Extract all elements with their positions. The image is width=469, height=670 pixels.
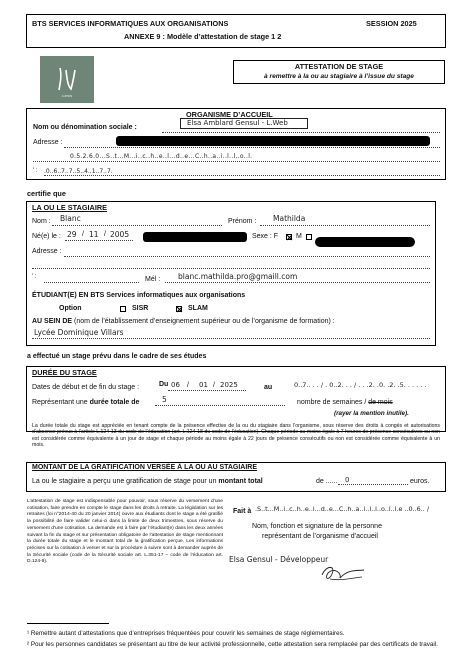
legal-text: L’attestation de stage est indispensable pour pouvoir, sous réserve du versement d’une cotisation, faire prendre en compte le stage dans les droits à retraite. La législation sur les retraites (loi n°2014-40 du 20 janvier 2014) ouvre aux étudiants dont le stage a été gratifié la possibilité de faire valider celui-ci dans la limite de deux trimestres, sous réserve du versement d’une cotisation. La demande est à faire par l’étudiant(e) dans les deux années suivant la fin du stage et sur présentation obligatoire de l’attestation de stage mentionnant la durée totale du stage et le montant total de la gratification perçue. Les informations précises sur la cotisation à verser et sur la procédure à suivre sont à demander auprès de la Sécurité sociale (code de la Sécurité sociale art. L.351-17 – code de l’éducation art. D.124-9). bbox=[27, 499, 223, 565]
signature-caption-1: Nom, fonction et signature de la personne bbox=[252, 523, 382, 530]
sisr-label: SISR bbox=[132, 305, 149, 312]
start-month: 01 bbox=[199, 381, 208, 389]
duree-heading: DURÉE DU STAGE bbox=[32, 368, 97, 377]
gratification-bold: montant total bbox=[218, 478, 263, 485]
stagiaire-mel-label: Mél : bbox=[145, 276, 161, 283]
gratification-unit: euros. bbox=[410, 478, 430, 485]
attestation-subtitle: à remettre à la ou au stagiaire à l’issue du stage bbox=[264, 73, 414, 80]
stagiaire-prenom-value: Mathilda bbox=[273, 214, 306, 223]
organisme-name-label: Nom ou dénomination sociale : bbox=[33, 124, 137, 131]
signature-scribble-icon bbox=[318, 561, 368, 587]
header-annex: ANNEXE 9 : Modèle d’attestation de stage 1 2 bbox=[124, 32, 282, 41]
organisme-phone-label: ' : bbox=[33, 168, 38, 174]
footnote-1: ¹ Remettre autant d’attestations que d’entreprises fréquentées pour couvrir les semaines de stage réglementaires. bbox=[27, 630, 345, 637]
stagiaire-nom-value: Blanc bbox=[60, 214, 81, 223]
stagiaire-redaction-2 bbox=[315, 237, 415, 247]
duree-paragraph: La durée totale du stage est appréciée en tenant compte de la présence effective de la ou du stagiaire dans l’organisme, sous réserve des droits à congés et autorisations d’absence prévus à l’article L.124-13 du code de l’éducation (art. L.124-18 du code de l’éducation). Chaque période au moins égale à 7 heures de présence consécutives ou non est considérée comme équivalente à un jour de stage et chaque période au moins égale à 22 jours de présence consécutifs ou non est considérée comme équivalente à un mois. bbox=[32, 423, 440, 448]
checkbox-sexe-f[interactable] bbox=[286, 234, 292, 240]
organisme-address-line: 0.5.2.6.0...S..t...M...i..c..h..e..l...d..e...C..h..a..i..l..l..o..l. bbox=[70, 153, 253, 160]
sein-label: AU SEIN DE bbox=[32, 318, 73, 325]
start-year: 2025 bbox=[220, 381, 238, 389]
header-session: SESSION 2025 bbox=[366, 19, 417, 28]
weeks-strike: de mois bbox=[368, 399, 393, 406]
fait-value: .S..t...M..i..c..h..e..l...d..e...C..h..a..i..l..l..o..l..l.e ..0..6.. / bbox=[255, 505, 429, 513]
gratification-label: La ou le stagiaire a perçu une gratification de stage pour un bbox=[32, 478, 217, 485]
stagiaire-tel-label: ' : bbox=[32, 274, 37, 280]
sexe-label: Sexe : F bbox=[252, 233, 279, 240]
organisme-phone-value: .0..6..7..7..5..4..1..7..7. bbox=[44, 168, 113, 175]
checkbox-sexe-m[interactable] bbox=[306, 234, 312, 240]
gratification-line bbox=[32, 478, 263, 485]
start-day: 06 bbox=[171, 381, 180, 389]
stage-intro: a effectué un stage prévu dans le cadre de ses études bbox=[27, 353, 207, 360]
au-label: au bbox=[264, 384, 273, 391]
header-title: BTS SERVICES INFORMATIQUES AUX ORGANISATIONS bbox=[32, 19, 229, 28]
signature-caption-2: représentant de l’organisme d’accueil bbox=[262, 533, 378, 540]
signatory-name: Elsa Gensul - Développeur bbox=[229, 555, 329, 564]
weeks-line bbox=[297, 399, 393, 406]
total-label: Représentant une bbox=[32, 399, 88, 406]
gratification-heading: MONTANT DE LA GRATIFICATION VERSÉE À LA OU AU STAGIAIRE bbox=[32, 464, 258, 471]
footnote-2: ² Pour les personnes candidates se présentant au titre de leur activité professionnelle, cette attestation sera remplacée par des certificats de travail. bbox=[27, 641, 438, 648]
checkbox-slam[interactable] bbox=[176, 306, 182, 312]
end-date: 0..7.. . . / . 0..2. . . / . . .2. .0. .2. .5. . . . . . bbox=[294, 381, 427, 389]
certifie-label: certifie que bbox=[27, 189, 66, 198]
weeks-label: nombre de semaines / bbox=[297, 399, 369, 406]
checkbox-sisr[interactable] bbox=[120, 306, 126, 312]
stagiaire-mel-value: blanc.mathilda.pro@gmaill.com bbox=[178, 272, 298, 281]
organisme-address-redaction bbox=[116, 136, 430, 146]
logo-text: Lumos bbox=[61, 94, 73, 98]
total-bold: durée totale de bbox=[89, 399, 140, 406]
birth-year: 2005 bbox=[110, 230, 130, 239]
organisme-heading: ORGANISME D’ACCUEIL bbox=[186, 110, 273, 119]
total-line bbox=[32, 399, 139, 406]
birth-day: 29 bbox=[67, 230, 77, 239]
stagiaire-ne-label: Né(e) le : bbox=[32, 233, 61, 240]
sein-text: (nom de l’établissement d’enseignement supérieur ou de l’organisme de formation) : bbox=[74, 318, 335, 325]
sein-line bbox=[32, 318, 335, 325]
total-value: 5 bbox=[162, 395, 167, 404]
stagiaire-adresse-label: Adresse : bbox=[32, 248, 62, 255]
birth-month: 11 bbox=[89, 230, 99, 239]
attestation-title: ATTESTATION DE STAGE bbox=[294, 62, 384, 71]
dates-label: Dates de début et de fin du stage : bbox=[32, 384, 140, 391]
gratification-value: 0 bbox=[345, 476, 350, 484]
sexe-m-label: M bbox=[296, 233, 302, 240]
gratification-de: de ...... bbox=[316, 478, 338, 485]
fait-label: Fait à bbox=[233, 508, 252, 515]
option-label: Option bbox=[59, 305, 82, 312]
stagiaire-heading: LA OU LE STAGIAIRE bbox=[32, 203, 107, 212]
organisme-name-value: Elsa Amblard Gensul - L.Web bbox=[187, 119, 288, 127]
sein-value: Lycée Dominique Villars bbox=[34, 328, 124, 337]
organisme-adresse-label: Adresse : bbox=[33, 139, 63, 146]
etudiant-label: ÉTUDIANT(E) EN BTS Services informatiques aux organisations bbox=[32, 292, 246, 299]
weeks-note: (rayer la mention inutile). bbox=[334, 410, 409, 417]
stagiaire-redaction-1 bbox=[143, 232, 247, 242]
du-label: Du bbox=[159, 381, 169, 388]
stagiaire-nom-label: Nom : bbox=[32, 218, 51, 225]
slam-label: SLAM bbox=[188, 305, 208, 312]
stagiaire-prenom-label: Prénom : bbox=[228, 218, 257, 225]
company-logo bbox=[40, 56, 94, 103]
